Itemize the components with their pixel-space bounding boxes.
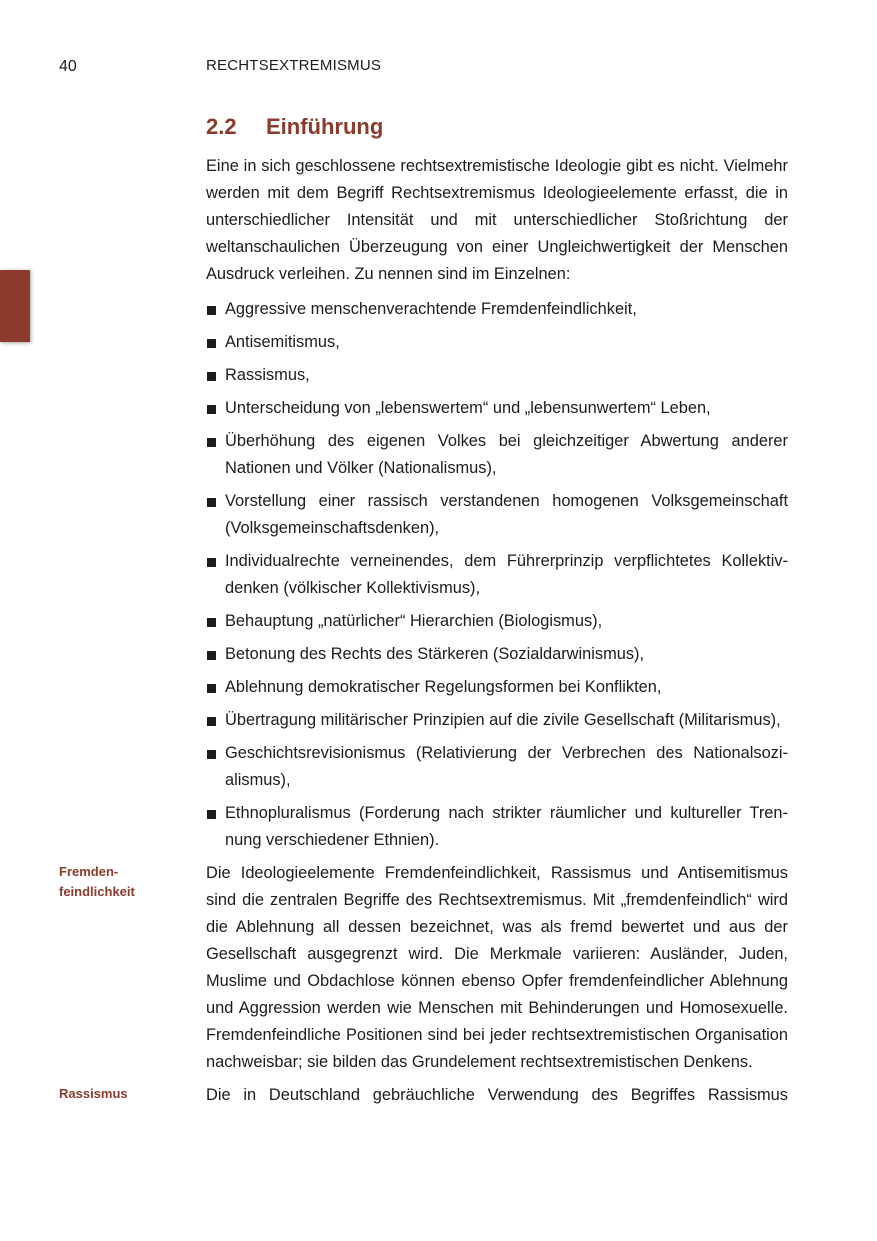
list-item bbox=[206, 395, 788, 422]
section-number: 2.2 bbox=[206, 114, 237, 139]
page-number: 40 bbox=[59, 58, 77, 75]
square-bullet-icon bbox=[207, 306, 216, 315]
list-item-text: Betonung des Rechts des Stärkeren (Sozialdarwinismus), bbox=[225, 645, 645, 663]
square-bullet-icon bbox=[207, 339, 216, 348]
chapter-edge-tab bbox=[0, 270, 30, 342]
square-bullet-icon bbox=[207, 558, 216, 567]
list-item-text: Aggressive menschenverachtende Fremdenfeindlichkeit, bbox=[225, 300, 637, 318]
list-item bbox=[206, 608, 788, 635]
margin-note-fremdenfeindlichkeit bbox=[59, 862, 179, 902]
list-item-text: Ablehnung demokratischer Regelungsformen bei Konflikten, bbox=[225, 678, 662, 696]
ideology-element-list bbox=[206, 296, 788, 854]
square-bullet-icon bbox=[207, 405, 216, 414]
square-bullet-icon bbox=[207, 684, 216, 693]
section-heading bbox=[206, 112, 383, 142]
rassismus-block bbox=[59, 1082, 788, 1109]
square-bullet-icon bbox=[207, 498, 216, 507]
list-item-text: Ethnopluralismus (Forderung nach strikter räumlicher und kultureller Trennung verschiedener Ethnien). bbox=[225, 804, 788, 849]
square-bullet-icon bbox=[207, 717, 216, 726]
list-item bbox=[206, 362, 788, 389]
square-bullet-icon bbox=[207, 372, 216, 381]
margin-note-rassismus bbox=[59, 1084, 179, 1104]
list-item-text: Übertragung militärischer Prinzipien auf die zivile Gesellschaft (Militarismus), bbox=[225, 711, 781, 729]
fremdenfeindlichkeit-block bbox=[59, 860, 788, 1076]
list-item bbox=[206, 707, 788, 734]
list-item-text: Individualrechte verneinendes, dem Führerprinzip verpflichtetes Kollektivdenken (völkischer Kollektivismus), bbox=[225, 552, 788, 597]
list-item-text: Geschichtsrevisionismus (Relativierung der Verbrechen des Nationalsozialismus), bbox=[225, 744, 788, 789]
list-item-text: Überhöhung des eigenen Volkes bei gleichzeitiger Abwertung anderer Nationen und Völker (Nationalismus), bbox=[225, 432, 788, 477]
main-text bbox=[59, 153, 788, 1109]
intro-paragraph: Eine in sich geschlossene rechtsextremistische Ideologie gibt es nicht. Vielmehr werden mit dem Begriff Rechtsextremismus Ideologieelemente erfasst, die in unterschiedlicher Intensität und mit unterschiedlicher Stoßrichtung der weltanschaulichen Überzeugung von einer Ungleichwertigkeit der Menschen Ausdruck verleihen. Zu nennen sind im Einzelnen: bbox=[206, 157, 788, 283]
list-item bbox=[206, 641, 788, 668]
running-header: RECHTSEXTREMISMUS bbox=[206, 57, 382, 74]
square-bullet-icon bbox=[207, 618, 216, 627]
margin-note-text: Rassismus bbox=[59, 1086, 128, 1101]
fremdenfeindlichkeit-paragraph: Die Ideologieelemente Fremdenfeindlichkeit, Rassismus und Antisemitismus sind die zentralen Begriffe des Rechtsextremismus. Mit „fremdenfeindlich“ wird die Ablehnung all dessen bezeichnet, was als fremd bewertet und aus der Gesellschaft ausgegrenzt wird. Die Merkmale variieren: Ausländer, Juden, Muslime und Obdachlose können ebenso Opfer fremdenfeindlicher Ablehnung und Aggression werden wie Menschen mit Behinderungen und Homosexuelle. Fremdenfeindliche Positionen sind bei jeder rechtsextremistischen Organisation nachweisbar; sie bilden das Grundelement rechtsextremistischen Denkens. bbox=[206, 864, 788, 1071]
list-item bbox=[206, 329, 788, 356]
list-item-text: Antisemitismus, bbox=[225, 333, 340, 351]
list-item bbox=[206, 488, 788, 542]
margin-note-text: Fremden- feindlichkeit bbox=[59, 864, 135, 899]
square-bullet-icon bbox=[207, 438, 216, 447]
list-item bbox=[206, 548, 788, 602]
section-title: Einführung bbox=[266, 114, 384, 139]
list-item bbox=[206, 800, 788, 854]
square-bullet-icon bbox=[207, 651, 216, 660]
square-bullet-icon bbox=[207, 750, 216, 759]
list-item bbox=[206, 428, 788, 482]
list-item bbox=[206, 296, 788, 323]
list-item bbox=[206, 740, 788, 794]
list-item-text: Rassismus, bbox=[225, 366, 310, 384]
list-item bbox=[206, 674, 788, 701]
square-bullet-icon bbox=[207, 810, 216, 819]
rassismus-paragraph: Die in Deutschland gebräuchliche Verwendung des Begriffes Rassismus bbox=[206, 1086, 788, 1104]
list-item-text: Unterscheidung von „lebenswertem“ und „lebensunwertem“ Leben, bbox=[225, 399, 711, 417]
list-item-text: Vorstellung einer rassisch verstandenen homogenen Volksgemeinschaft (Volksgemeinschaftsdenken), bbox=[225, 492, 788, 537]
list-item-text: Behauptung „natürlicher“ Hierarchien (Biologismus), bbox=[225, 612, 603, 630]
